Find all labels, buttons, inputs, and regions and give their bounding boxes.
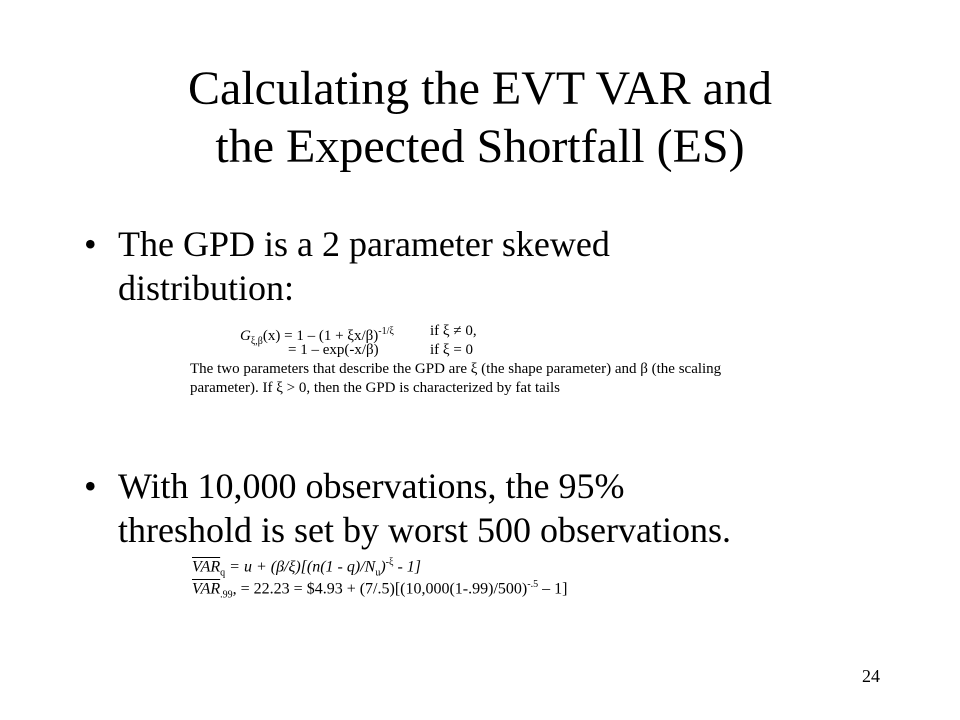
bullet-text	[118, 464, 731, 552]
gpd-formula	[190, 322, 790, 398]
var-subscript: q	[220, 567, 226, 579]
var-expression: = u + (β/ξ)[(n(1 - q)/N	[225, 558, 376, 576]
gpd-exponent: -1/ξ	[378, 326, 394, 337]
bullet-line-1: The GPD is a 2 parameter skewed	[118, 224, 610, 264]
var-formula	[192, 553, 652, 601]
var-numeric-expression: , = 22.23 = $4.93 + (7/.5)[(10,000(1-.99)/500)	[232, 580, 528, 598]
gpd-expression: (x) = 1 – (1 + ξx/β)	[262, 328, 379, 344]
page-number: 24	[862, 666, 880, 686]
var-tail: - 1]	[393, 558, 421, 576]
var-symbol: $\overline{VAR}$	[192, 558, 221, 576]
bullet-line-2: distribution:	[118, 268, 295, 308]
bullet-marker: •	[84, 466, 97, 506]
var-numeric-tail: – 1]	[538, 580, 568, 598]
gpd-description-line-2: parameter). If ξ > 0, then the GPD is characterized by fat tails	[190, 380, 560, 396]
bullet-line-2: threshold is set by worst 500 observations.	[118, 510, 731, 550]
gpd-subscript: ξ,β	[250, 336, 263, 347]
bullet-marker: •	[84, 224, 97, 264]
var-numeric-exponent: -.5	[527, 579, 539, 590]
var-formula-numeric	[192, 575, 652, 601]
var-subscript-u: u	[375, 567, 381, 579]
gpd-condition-2: if ξ = 0	[430, 342, 474, 358]
gpd-condition-1: if ξ ≠ 0,	[430, 323, 477, 339]
var-subscript: .99	[220, 589, 233, 601]
title-line-2: the Expected Shortfall (ES)	[215, 120, 745, 173]
gpd-formula-line-2	[190, 341, 790, 360]
title-line-1: Calculating the EVT VAR and	[188, 62, 772, 115]
var-paren: )	[380, 558, 386, 576]
slide-title	[0, 60, 960, 176]
var-exponent: -ξ	[385, 557, 394, 568]
var-formula-general	[192, 553, 652, 579]
var-symbol: $\overline{VAR}$	[192, 580, 221, 598]
gpd-symbol: G	[240, 328, 251, 344]
bullet-line-1: With 10,000 observations, the 95%	[118, 466, 625, 506]
gpd-description-line-1: The two parameters that describe the GPD are ξ (the shape parameter) and β (the scaling	[190, 361, 722, 377]
bullet-text	[118, 222, 610, 310]
gpd-expression-2: = 1 – exp(-x/β)	[288, 342, 379, 358]
